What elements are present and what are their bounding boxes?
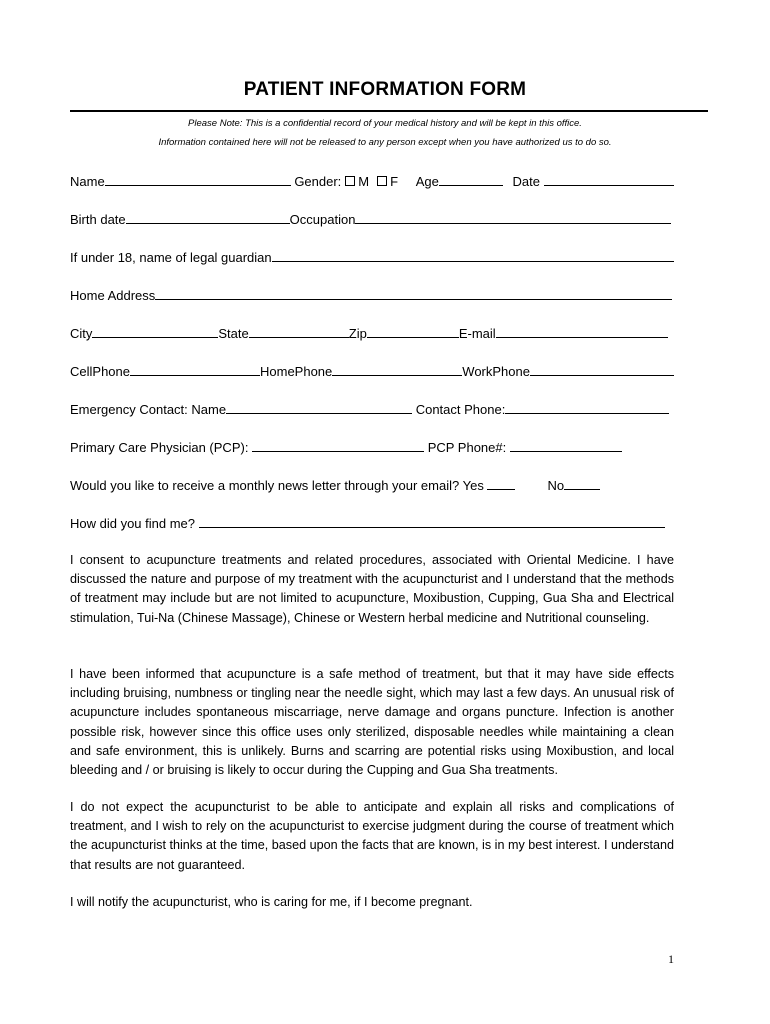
zip-field[interactable] bbox=[367, 325, 459, 338]
gender-f-checkbox[interactable] bbox=[377, 176, 387, 186]
occupation-field[interactable] bbox=[355, 211, 671, 224]
contact-phone-field[interactable] bbox=[505, 401, 669, 414]
emergency-contact-label: Emergency Contact: Name bbox=[70, 402, 227, 417]
newsletter-yes-field[interactable] bbox=[487, 477, 515, 490]
birth-date-label: Birth date bbox=[70, 212, 126, 227]
row-city-state-zip-email bbox=[70, 325, 700, 341]
pcp-field[interactable] bbox=[252, 439, 424, 452]
name-field[interactable] bbox=[105, 173, 291, 186]
gender-label: Gender: bbox=[294, 174, 342, 189]
form-title: PATIENT INFORMATION FORM bbox=[243, 79, 527, 100]
confidential-note-line-1: Please Note: This is a confidential record of your medical history and will be kept in this office. bbox=[188, 118, 582, 129]
risks-paragraph: I have been informed that acupuncture is a safe method of treatment, but that it may have side effects including bruising, numbness or tingling near the needle sight, which may last a few days. An unusual risk of acupuncture includes spontaneous miscarriage, nerve damage and organs puncture. Infection is another possible risk, however since this office uses only sterilized, disposable needles while maintaining a clean and safe environment, this is unlikely. Burns and scarring are potential risks using Moxibustion, and local bleeding and / or bruising is likely to occur during the Cupping and Gua Sha treatments. bbox=[70, 667, 674, 778]
work-phone-label: WorkPhone bbox=[462, 364, 530, 379]
home-address-label: Home Address bbox=[70, 288, 156, 303]
row-name-gender-age-date bbox=[70, 173, 700, 189]
row-pcp bbox=[70, 439, 700, 455]
referral-label: How did you find me? bbox=[70, 516, 196, 531]
age-label: Age bbox=[415, 174, 439, 189]
gender-m-label: M bbox=[358, 174, 370, 189]
title-divider bbox=[70, 110, 708, 112]
referral-field[interactable] bbox=[199, 515, 665, 528]
zip-label: Zip bbox=[348, 326, 367, 341]
email-field[interactable] bbox=[496, 325, 668, 338]
home-phone-field[interactable] bbox=[332, 363, 462, 376]
newsletter-yes-label: Yes bbox=[462, 478, 484, 493]
row-phones bbox=[70, 363, 700, 379]
email-label: E-mail bbox=[458, 326, 496, 341]
state-field[interactable] bbox=[249, 325, 349, 338]
newsletter-no-label: No bbox=[547, 478, 565, 493]
date-label: Date bbox=[512, 174, 540, 189]
pcp-phone-label: PCP Phone#: bbox=[427, 440, 507, 455]
state-label: State bbox=[218, 326, 249, 341]
gender-m-checkbox[interactable] bbox=[345, 176, 355, 186]
row-emergency-contact bbox=[70, 401, 700, 417]
newsletter-question: Would you like to receive a monthly news letter through your email? bbox=[70, 478, 460, 493]
age-field[interactable] bbox=[439, 173, 503, 186]
judgment-paragraph: I do not expect the acupuncturist to be able to anticipate and explain all risks and complications of treatment, and I wish to rely on the acupuncturist to exercise judgment during the course of treatment which the acupuncturist thinks at the time, based upon the facts that are known, is in my best interest. I understand that results are not guaranteed. bbox=[70, 800, 674, 872]
birth-date-field[interactable] bbox=[126, 211, 290, 224]
cell-phone-label: CellPhone bbox=[70, 364, 130, 379]
home-phone-label: HomePhone bbox=[260, 364, 333, 379]
city-field[interactable] bbox=[92, 325, 218, 338]
guardian-field[interactable] bbox=[272, 249, 674, 262]
name-label: Name bbox=[70, 174, 105, 189]
row-referral bbox=[70, 515, 700, 531]
home-address-field[interactable] bbox=[155, 287, 672, 300]
page-number: 1 bbox=[668, 952, 674, 966]
row-newsletter bbox=[70, 477, 700, 493]
emergency-contact-field[interactable] bbox=[226, 401, 412, 414]
confidential-note-line-2: Information contained here will not be released to any person except when you have authorized us to do so. bbox=[158, 137, 612, 148]
date-field[interactable] bbox=[544, 173, 674, 186]
work-phone-field[interactable] bbox=[530, 363, 674, 376]
pregnancy-paragraph: I will notify the acupuncturist, who is caring for me, if I become pregnant. bbox=[70, 895, 473, 909]
row-birthdate-occupation bbox=[70, 211, 700, 227]
occupation-label: Occupation bbox=[289, 212, 356, 227]
pcp-phone-field[interactable] bbox=[510, 439, 622, 452]
city-label: City bbox=[70, 326, 93, 341]
contact-phone-label: Contact Phone: bbox=[415, 402, 506, 417]
row-home-address bbox=[70, 287, 700, 303]
newsletter-no-field[interactable] bbox=[564, 477, 600, 490]
guardian-label: If under 18, name of legal guardian bbox=[70, 250, 272, 265]
cell-phone-field[interactable] bbox=[130, 363, 260, 376]
row-guardian bbox=[70, 249, 700, 265]
pcp-label: Primary Care Physician (PCP): bbox=[70, 440, 249, 455]
gender-f-label: F bbox=[390, 174, 399, 189]
consent-paragraph-1: I consent to acupuncture treatments and related procedures, associated with Oriental Medicine. I have discussed the nature and purpose of my treatment with the acupuncturist and I understand that the methods of treatment may include but are not limited to acupuncture, Moxibustion, Cupping, Gua Sha and Electrical stimulation, Tui-Na (Chinese Massage), Chinese or Western herbal medicine and Nutritional counseling. bbox=[70, 553, 674, 625]
